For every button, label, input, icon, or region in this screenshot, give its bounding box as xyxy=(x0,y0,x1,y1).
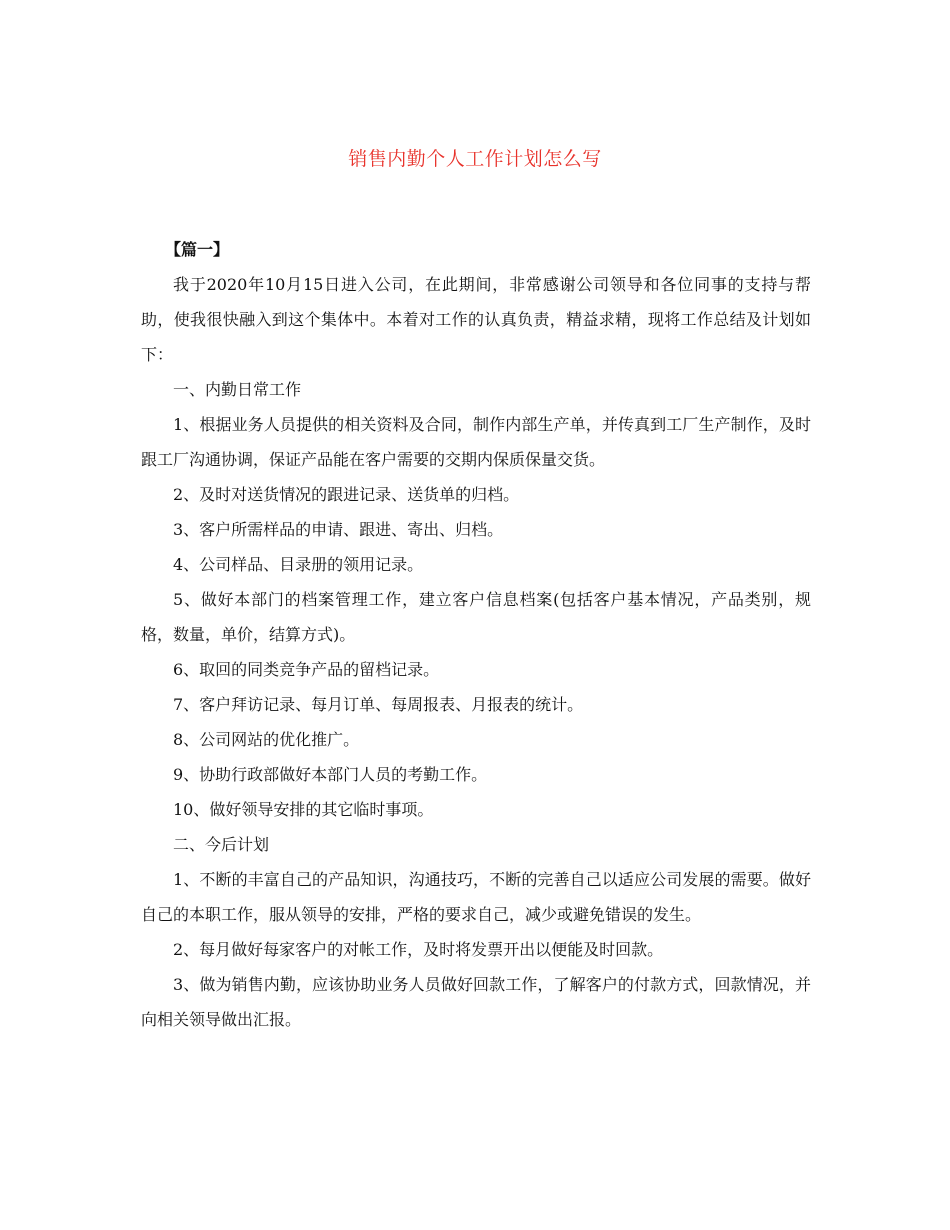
list-item: 4、公司样品、目录册的领用记录。 xyxy=(173,555,424,574)
list-item: 2、及时对送货情况的跟进记录、送货单的归档。 xyxy=(173,485,520,504)
list-item: 2、每月做好每家客户的对帐工作，及时将发票开出以便能及时回款。 xyxy=(173,940,664,959)
section-heading-daily-work: 一、内勤日常工作 xyxy=(173,380,302,399)
list-item: 7、客户拜访记录、每月订单、每周报表、月报表的统计。 xyxy=(173,695,584,714)
list-item: 3、客户所需样品的申请、跟进、寄出、归档。 xyxy=(173,520,504,539)
list-item: 1、不断的丰富自己的产品知识，沟通技巧，不断的完善自己以适应公司发展的需要。做好自己的本职工作，服从领导的安排，严格的要求自己，减少或避免错误的发生。 xyxy=(141,870,811,924)
section-heading-future-plan: 二、今后计划 xyxy=(173,835,270,854)
list-item: 5、做好本部门的档案管理工作，建立客户信息档案(包括客户基本情况，产品类别，规格，数量，单价，结算方式)。 xyxy=(141,590,811,644)
list-item: 10、做好领导安排的其它临时事项。 xyxy=(173,800,434,819)
document-body xyxy=(141,232,811,1037)
list-item: 6、取回的同类竞争产品的留档记录。 xyxy=(173,660,440,679)
list-item: 9、协助行政部做好本部门人员的考勤工作。 xyxy=(173,765,488,784)
list-item: 3、做为销售内勤，应该协助业务人员做好回款工作，了解客户的付款方式，回款情况，并向相关领导做出汇报。 xyxy=(141,975,811,1029)
list-item: 1、根据业务人员提供的相关资料及合同，制作内部生产单，并传真到工厂生产制作，及时跟工厂沟通协调，保证产品能在客户需要的交期内保质保量交货。 xyxy=(141,415,811,469)
document-title: 销售内勤个人工作计划怎么写 xyxy=(348,148,602,170)
list-item: 8、公司网站的优化推广。 xyxy=(173,730,360,749)
intro-paragraph: 我于2020年10月15日进入公司，在此期间，非常感谢公司领导和各位同事的支持与帮助，使我很快融入到这个集体中。本着对工作的认真负责，精益求精，现将工作总结及计划如下： xyxy=(141,275,811,364)
section-tag: 【篇一】 xyxy=(165,240,230,259)
